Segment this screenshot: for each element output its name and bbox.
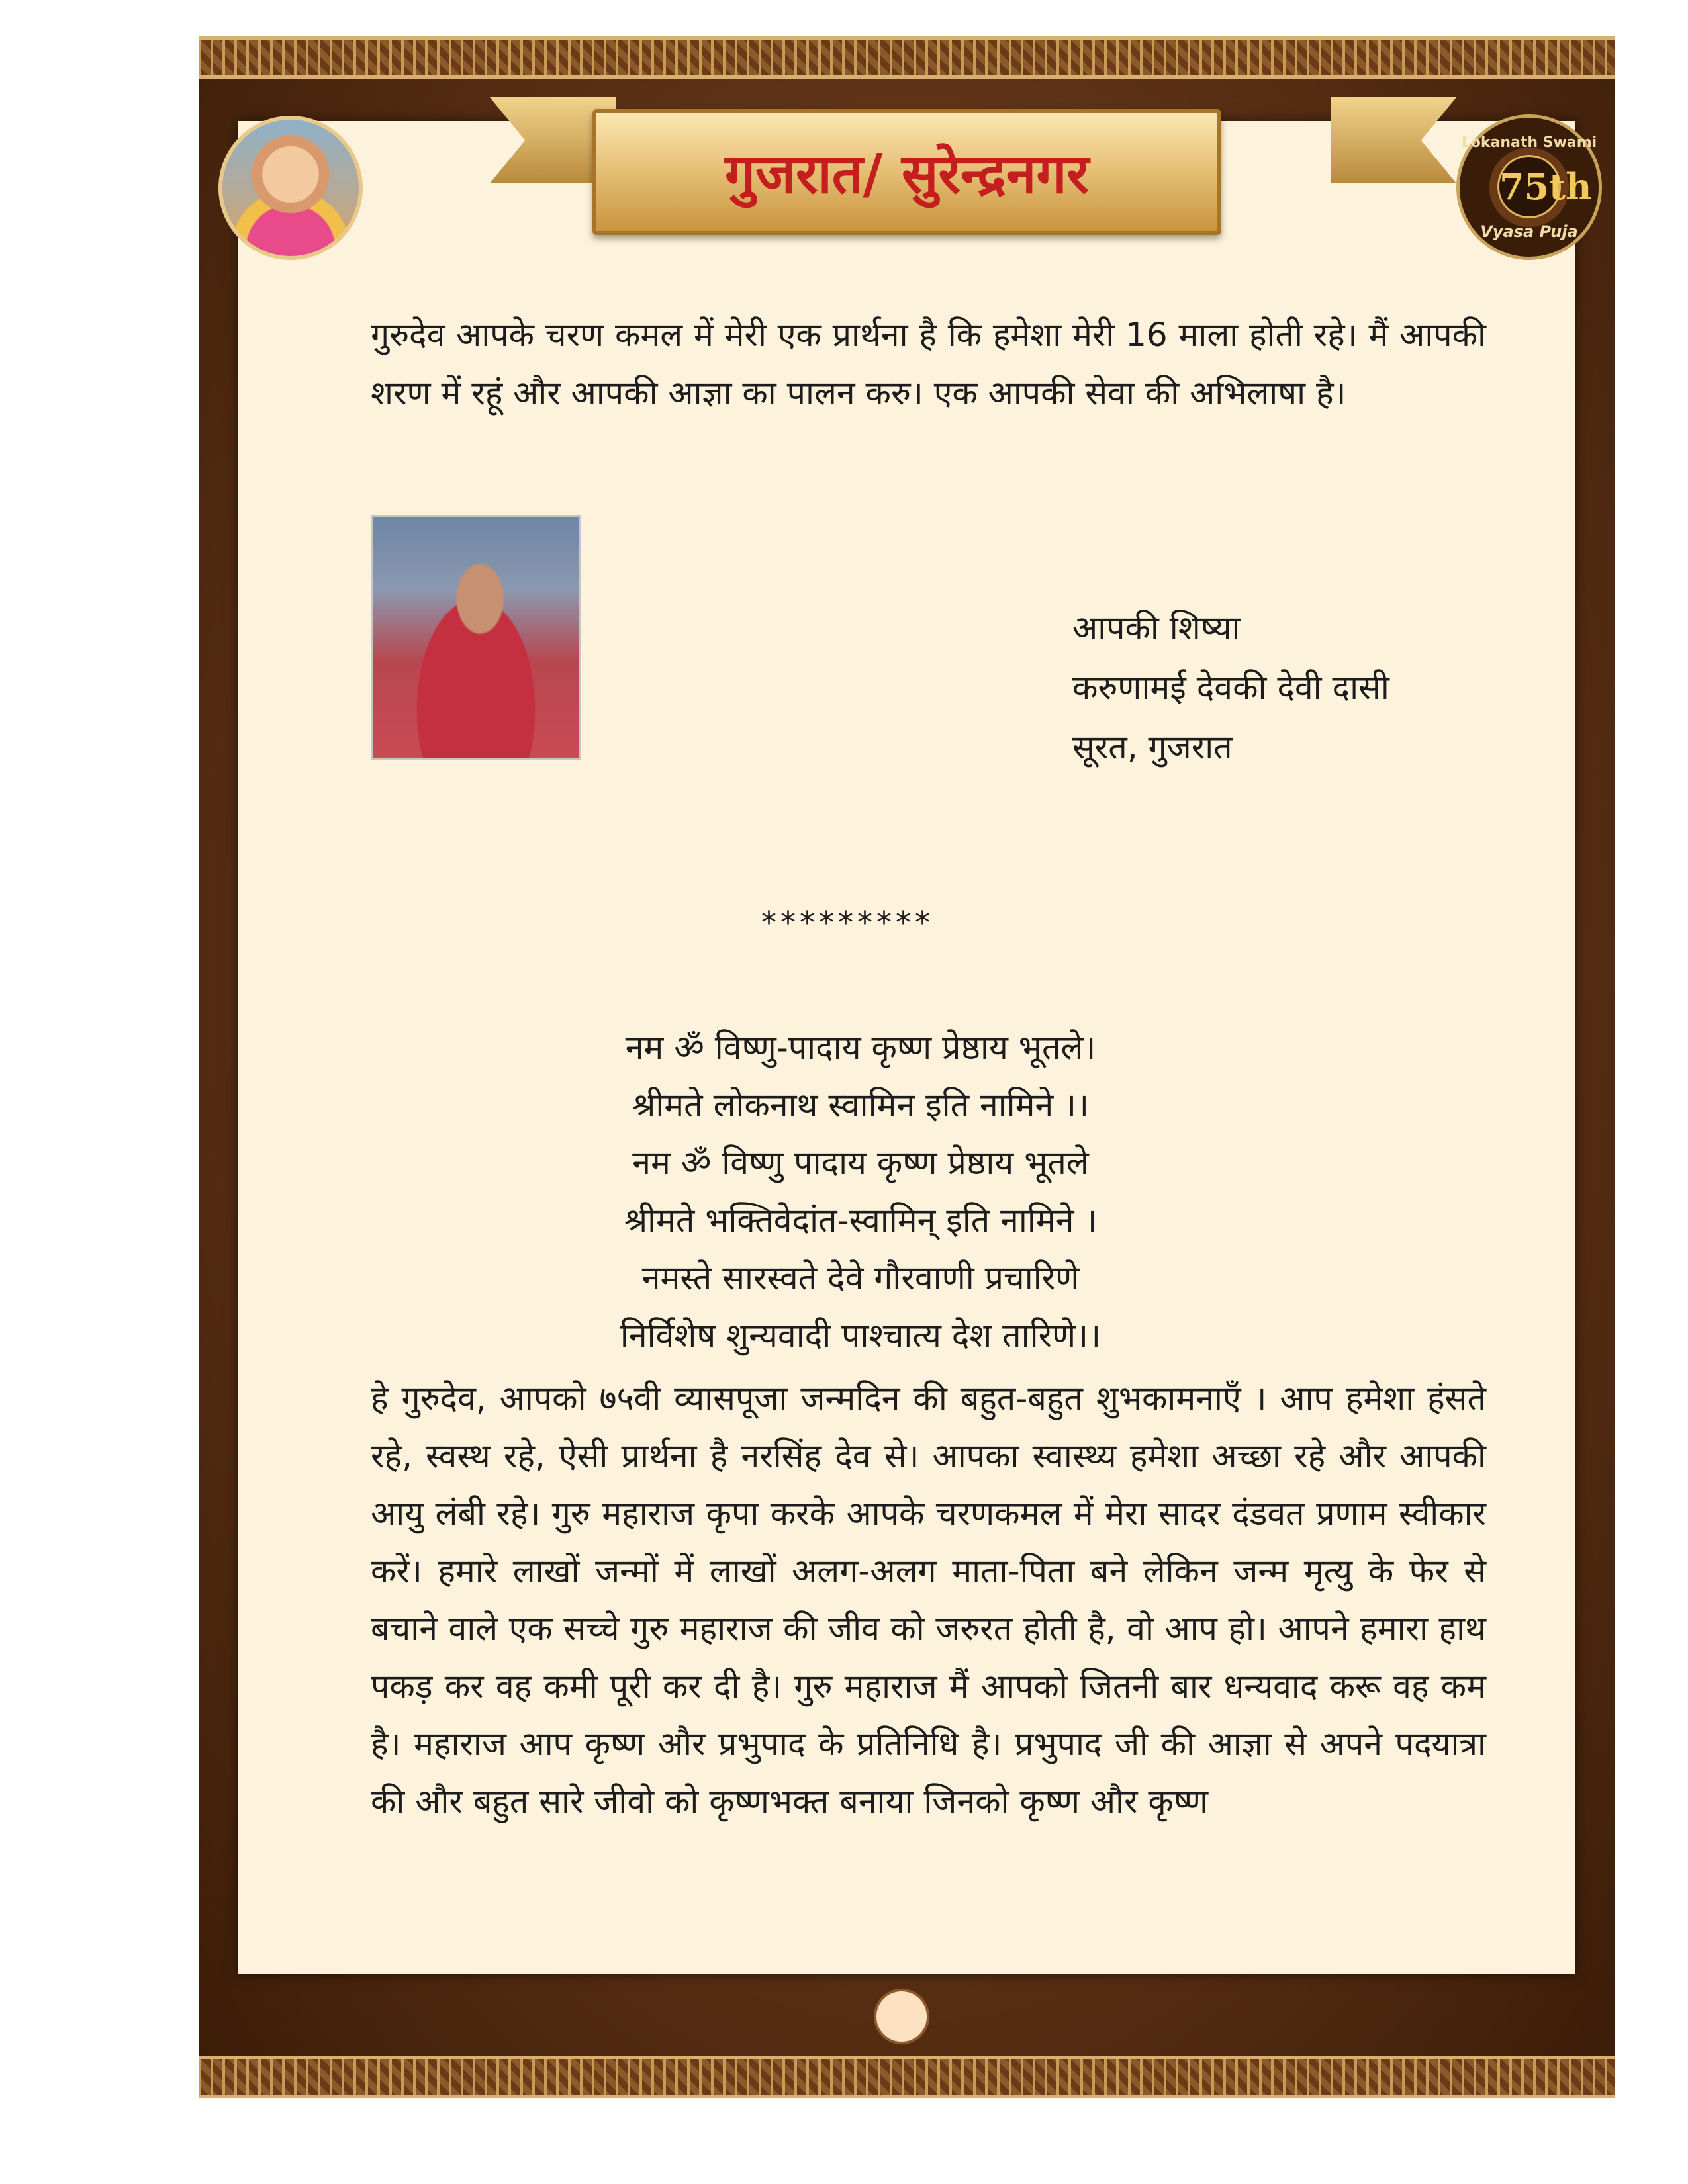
- signature-block: [1072, 599, 1536, 778]
- page-indicator-dot: [874, 1989, 929, 2044]
- mantra-line: नम ॐ विष्णु-पादाय कृष्ण प्रेष्ठाय भूतले।: [625, 1028, 1096, 1067]
- logo-number: 75th: [1497, 155, 1561, 218]
- signature-line: आपकी शिष्या: [1072, 609, 1241, 647]
- pranam-mantra: [530, 1019, 1192, 1365]
- intro-paragraph: गुरुदेव आपके चरण कमल में मेरी एक प्रार्थना है कि हमेशा मेरी 16 माला होती रहे। मैं आपकी शरण में रहूं और आपकी आज्ञा का पालन करु। एक आपकी सेवा की अभिलाषा है।: [371, 316, 1486, 412]
- guru-portrait-image: [218, 116, 363, 260]
- disciple-photo: [371, 515, 581, 760]
- signature-name: करुणामई देवकी देवी दासी: [1072, 668, 1389, 707]
- mantra-line: नम ॐ विष्णु पादाय कृष्ण प्रेष्ठाय भूतले: [632, 1144, 1089, 1182]
- section-separator: *********: [761, 905, 934, 940]
- page-title: गुजरात/ सुरेन्द्रनगर: [724, 143, 1090, 206]
- offering-paragraph: हे गुरुदेव, आपको ७५वी व्यासपूजा जन्मदिन की बहुत-बहुत शुभकामनाएँ । आप हमेशा हंसते रहे, स्वस्थ रहे, ऐसी प्रार्थना है नरसिंह देव से। आपका स्वास्थ्य हमेशा अच्छा रहे और आपकी आयु लंबी रहे। गुरु महाराज कृपा करके आपके चरणकमल में मेरा सादर दंडवत प्रणाम स्वीकार करें। हमारे लाखों जन्मों में लाखों अलग-अलग माता-पिता बने लेकिन जन्म मृत्यु के फेर से बचाने वाले एक सच्चे गुरु महाराज की जीव को जरुरत होती है, वो आप हो। आपने हमारा हाथ पकड़ कर वह कमी पूरी कर दी है। गुरु महाराज मैं आपको जितनी बार धन्यवाद करू वह कम है। महाराज आप कृष्ण और प्रभुपाद के प्रतिनिधि है। प्रभुपाद जी की आज्ञा से अपने पदयात्रा की और बहुत सारे जीवो को कृष्णभक्त बनाया जिनको कृष्ण और कृष्ण: [371, 1379, 1486, 1821]
- vyasa-puja-logo: [1456, 114, 1602, 260]
- logo-top-text: Lokanath Swami: [1461, 134, 1597, 151]
- mantra-line: नमस्ते सारस्वते देवे गौरवाणी प्रचारिणे: [641, 1259, 1080, 1297]
- title-banner: [592, 109, 1221, 235]
- decorative-border-bottom: [199, 2056, 1615, 2098]
- decorative-border-top: [199, 36, 1615, 79]
- mantra-line: श्रीमते भक्तिवेदांत-स्वामिन् इति नामिने ।: [624, 1201, 1098, 1240]
- logo-bottom-text: Vyasa Puja: [1480, 222, 1578, 241]
- mantra-line: निर्विशेष शुन्यवादी पाश्चात्य देश तारिणे।।: [620, 1316, 1102, 1355]
- signature-place: सूरत, गुजरात: [1072, 728, 1233, 766]
- mantra-line: श्रीमते लोकनाथ स्वामिन इति नामिने ।।: [632, 1086, 1090, 1124]
